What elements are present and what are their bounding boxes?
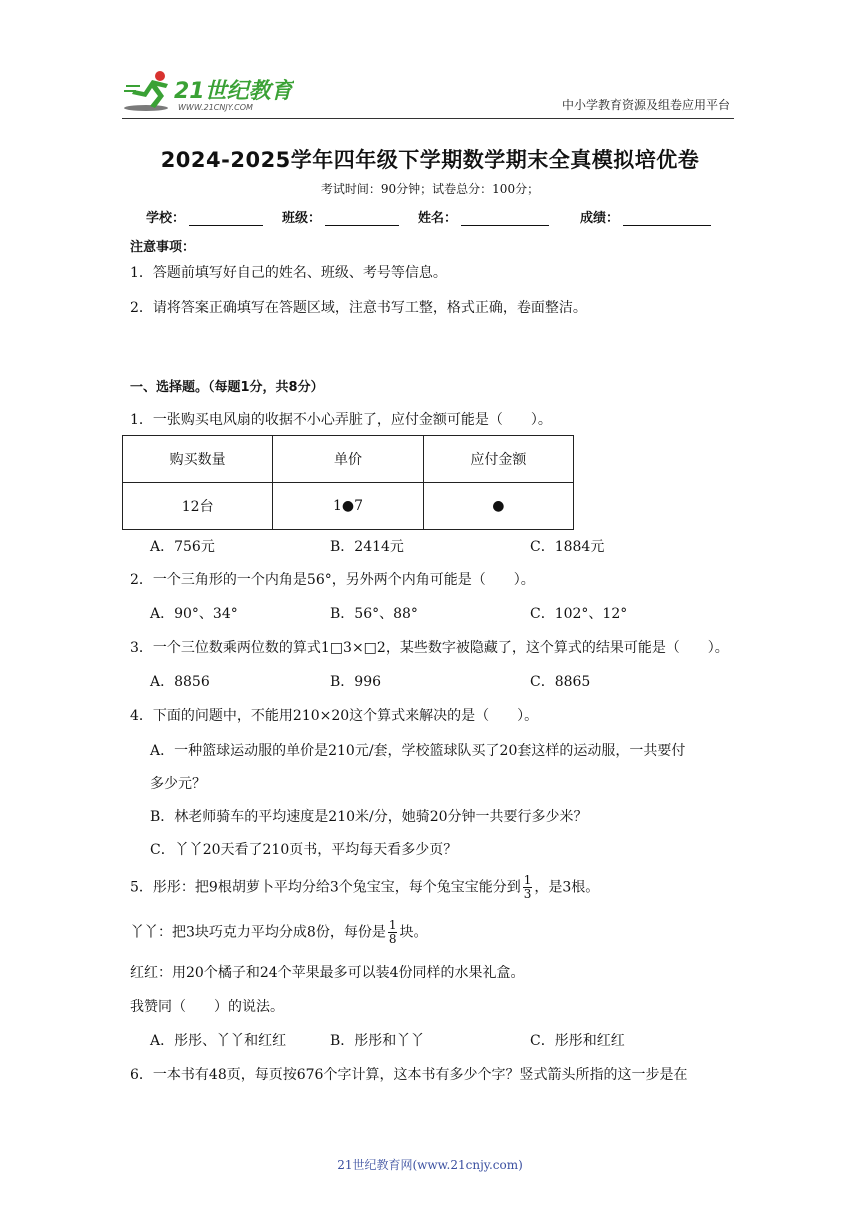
fraction-numerator: 1 <box>388 918 397 932</box>
logo-url: WWW.21CNJY.COM <box>178 103 253 112</box>
q5-line1 <box>130 874 599 901</box>
option-b[interactable]: B．56°、88° <box>330 606 418 622</box>
fraction-numerator: 1 <box>523 873 532 887</box>
notice-title: 注意事项： <box>130 240 196 255</box>
table-header: 单价 <box>273 436 423 483</box>
option-c[interactable]: C．1884元 <box>530 539 605 555</box>
name-field[interactable] <box>418 207 549 226</box>
table-cell: ● <box>423 483 573 530</box>
option-a[interactable]: A．彤彤、丫丫和红红 <box>150 1033 287 1049</box>
option-c[interactable]: C．102°、12° <box>530 606 628 622</box>
table-header: 购买数量 <box>123 436 273 483</box>
runner-logo-icon <box>122 66 294 116</box>
fraction <box>388 919 398 946</box>
q1-stem: 1．一张购买电风扇的收据不小心弄脏了，应付金额可能是（ ）。 <box>130 412 552 428</box>
exam-subtitle: 考试时间：90分钟；试卷总分：100分； <box>320 182 540 196</box>
class-blank[interactable] <box>325 211 399 226</box>
logo-text: 21世纪教育 <box>174 79 293 104</box>
q5-text: 5．彤彤：把9根胡萝卜平均分给3个兔宝宝，每个兔宝宝能分到 <box>130 879 521 896</box>
school-blank[interactable] <box>189 211 263 226</box>
q5-line4: 我赞同（ ）的说法。 <box>130 999 284 1015</box>
name-blank[interactable] <box>461 211 549 226</box>
table-header-row <box>123 436 574 483</box>
class-label: 班级： <box>282 211 322 226</box>
table-cell: 12台 <box>123 483 273 530</box>
q4-stem: 4．下面的问题中，不能用210×20这个算式来解决的是（ ）。 <box>130 708 539 724</box>
name-label: 姓名： <box>418 211 458 226</box>
score-blank[interactable] <box>623 211 711 226</box>
receipt-table <box>122 435 574 530</box>
q2-stem: 2．一个三角形的一个内角是56°，另外两个内角可能是（ ）。 <box>130 572 535 588</box>
option-c[interactable]: C．8865 <box>530 674 591 690</box>
table-header: 应付金额 <box>423 436 573 483</box>
header-divider <box>122 118 734 119</box>
option-a[interactable]: A．90°、34° <box>150 606 238 622</box>
option-b[interactable]: B．2414元 <box>330 539 404 555</box>
score-field[interactable] <box>580 207 711 226</box>
q5-line2 <box>130 919 427 946</box>
notice-item: 2．请将答案正确填写在答题区域，注意书写工整，格式正确，卷面整洁。 <box>130 300 587 316</box>
notice-item: 1．答题前填写好自己的姓名、班级、考号等信息。 <box>130 265 447 281</box>
option-b[interactable]: B．林老师骑车的平均速度是210米/分，她骑20分钟一共要行多少米？ <box>150 809 588 825</box>
option-c[interactable]: C．彤彤和红红 <box>530 1033 625 1049</box>
q5-line3: 红红：用20个橘子和24个苹果最多可以装4份同样的水果礼盒。 <box>130 965 525 981</box>
fraction <box>523 874 533 901</box>
q3-stem: 3．一个三位数乘两位数的算式1□3×□2，某些数字被隐藏了，这个算式的结果可能是（ ）。 <box>130 640 729 656</box>
class-field[interactable] <box>282 207 399 226</box>
option-a-cont[interactable]: 多少元？ <box>150 776 206 792</box>
exam-title: 2024-2025学年四年级下学期数学期末全真模拟培优卷 <box>160 148 700 172</box>
school-field[interactable] <box>146 207 263 226</box>
footer-link[interactable]: 21世纪教育网(www.21cnjy.com) <box>337 1158 523 1172</box>
table-cell: 1●7 <box>273 483 423 530</box>
q5-text: ，是3根。 <box>534 879 600 896</box>
option-a[interactable]: A．756元 <box>150 539 215 555</box>
table-row <box>123 483 574 530</box>
score-label: 成绩： <box>580 211 620 226</box>
option-b[interactable]: B．彤彤和丫丫 <box>330 1033 425 1049</box>
q5-text: 块。 <box>399 924 428 941</box>
fraction-denominator: 3 <box>523 887 532 901</box>
q6-stem: 6．一本书有48页，每页按676个字计算，这本书有多少个字？竖式箭头所指的这一步是在 <box>130 1067 688 1083</box>
section-title: 一、选择题。（每题1分，共8分） <box>130 380 324 395</box>
school-label: 学校： <box>146 211 186 226</box>
platform-label: 中小学教育资源及组卷应用平台 <box>561 98 730 112</box>
logo <box>122 66 294 116</box>
option-c[interactable]: C．丫丫20天看了210页书，平均每天看多少页？ <box>150 842 458 858</box>
option-a[interactable]: A．8856 <box>150 674 210 690</box>
q5-text: 丫丫：把3块巧克力平均分成8份，每份是 <box>130 924 386 941</box>
option-a[interactable]: A．一种篮球运动服的单价是210元/套，学校篮球队买了20套这样的运动服，一共要付 <box>150 743 686 759</box>
option-b[interactable]: B．996 <box>330 674 382 690</box>
fraction-denominator: 8 <box>388 932 397 946</box>
